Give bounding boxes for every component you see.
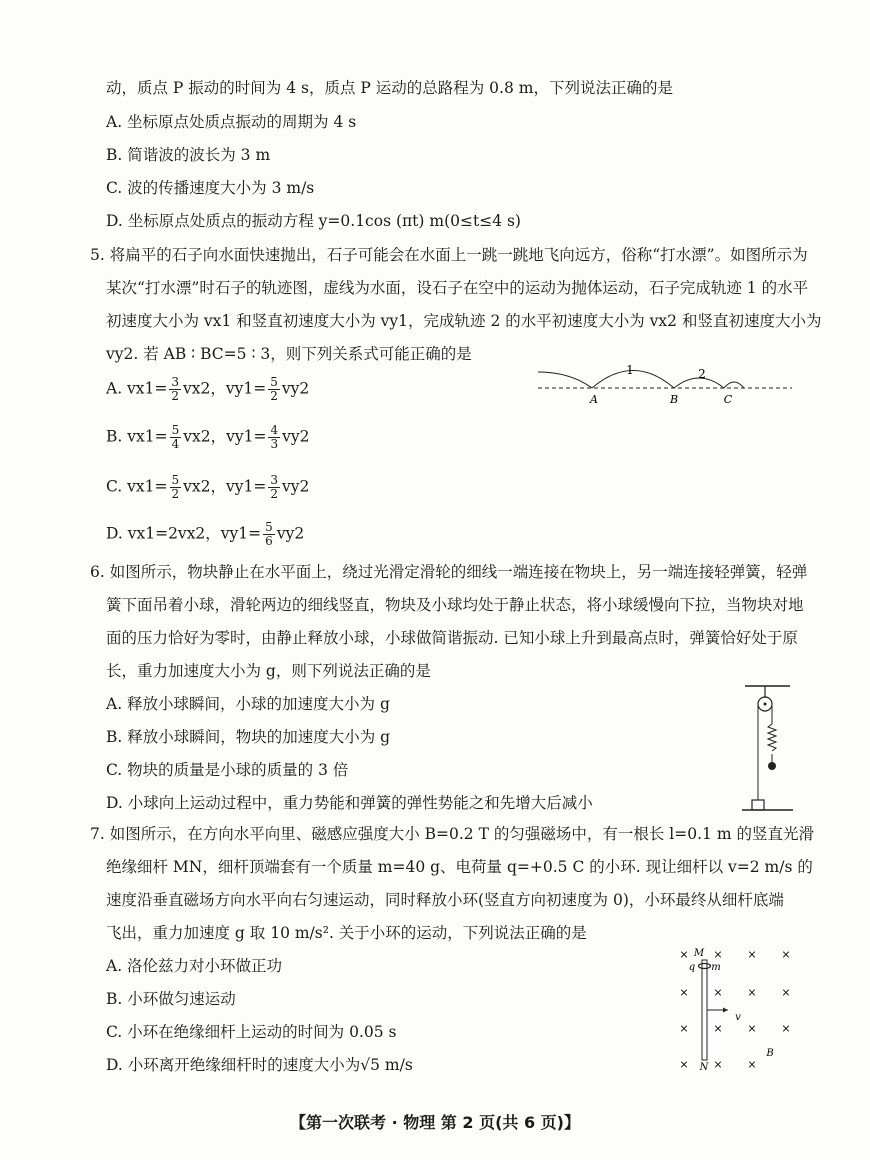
q5-stem-line-3: 初速度大小为 vx1 和竖直初速度大小为 vy1，完成轨迹 2 的水平初速度大小为 vx2 和竖直初速度大小为 (106, 312, 822, 330)
q4-option-d: D. 坐标原点处质点的振动方程 y=0.1cos (πt) m(0≤t≤4 s) (106, 212, 521, 230)
q5-trajectory-figure (530, 358, 800, 408)
trajectory-3-arc (724, 382, 744, 388)
field-cross: × (713, 948, 723, 961)
trajectory-1-label: 1 (626, 363, 634, 377)
q7-stem-line-4: 飞出，重力加速度 g 取 10 m/s². 关于小环的运动，下列说法正确的是 (106, 924, 587, 942)
field-cross: × (781, 986, 791, 999)
q5-option-a: A. vx1= $\frac{3}{2}$ vx2，vy1= $\frac{5}{2}$ vy2 (106, 375, 310, 403)
block (752, 800, 764, 810)
q5-stem-line-2: 某次“打水漂”时石子的轨迹图，虚线为水面，设石子在空中的运动为抛体运动，石子完成轨迹 1 的水平 (106, 279, 809, 297)
q5-stem-line-1: 5. 将扁平的石子向水面快速抛出，石子可能会在水面上一跳一跳地飞向远方，俗称“打水漂”。如图所示为 (90, 246, 808, 264)
q5-option-c: C. vx1= $\frac{5}{2}$ vx2，vy1= $\frac{3}{2}$ vy2 (106, 473, 310, 501)
point-b-label: B (669, 393, 679, 406)
field-cross: × (679, 1058, 689, 1071)
label-v: v (735, 1012, 741, 1023)
q6-pulley-figure (740, 682, 795, 817)
q6-option-d: D. 小球向上运动过程中，重力势能和弹簧的弹性势能之和先增大后减小 (106, 794, 593, 812)
label-b: B (766, 1048, 774, 1059)
q4-stem-tail: 动，质点 P 振动的时间为 4 s，质点 P 运动的总路程为 0.8 m，下列说法正确的是 (106, 79, 673, 97)
field-crosses (679, 948, 790, 1071)
q6-option-b: B. 释放小球瞬间，物块的加速度大小为 g (106, 728, 391, 746)
field-cross: × (679, 986, 689, 999)
trajectory-2-label: 2 (698, 367, 706, 381)
q6-stem-line-4: 长，重力加速度大小为 g，则下列说法正确的是 (106, 662, 431, 680)
q6-stem-line-3: 面的压力恰好为零时，由静止释放小球，小球做简谐振动. 已知小球上升到最高点时，弹簧恰好处于原 (106, 629, 798, 647)
label-m-mass: m (711, 962, 721, 973)
field-cross: × (713, 1058, 723, 1071)
point-c-label: C (723, 393, 733, 406)
q7-option-a: A. 洛伦兹力对小环做正功 (106, 957, 283, 975)
q7-option-b: B. 小环做匀速运动 (106, 990, 236, 1008)
field-cross: × (747, 1058, 757, 1071)
ball (768, 762, 776, 770)
pulley-axle (764, 703, 767, 706)
field-cross: × (781, 1022, 791, 1035)
spring (768, 724, 776, 751)
q7-stem-line-1: 7. 如图所示，在方向水平向里、磁感应强度大小 B=0.2 T 的匀强磁场中，有一根长 l=0.1 m 的竖直光滑 (90, 825, 814, 843)
field-cross: × (713, 986, 723, 999)
q6-option-a: A. 释放小球瞬间，小球的加速度大小为 g (106, 695, 390, 713)
label-n: N (699, 1062, 709, 1072)
q6-stem-line-1: 6. 如图所示，物块静止在水平面上，绕过光滑定滑轮的细线一端连接在物块上，另一端连接轻弹簧，轻弹 (90, 563, 808, 581)
q6-stem-line-2: 簧下面吊着小球，滑轮两边的细线竖直，物块及小球均处于静止状态，将小球缓慢向下拉，当物块对地 (106, 596, 804, 614)
q6-option-c: C. 物块的质量是小球的质量的 3 倍 (106, 761, 349, 779)
incoming-arc (538, 372, 592, 388)
field-cross: × (679, 948, 689, 961)
q5-option-b: B. vx1= $\frac{5}{4}$ vx2，vy1= $\frac{4}{3}$ vy2 (106, 423, 310, 451)
field-cross: × (781, 948, 791, 961)
field-cross: × (747, 948, 757, 961)
label-q: q (688, 962, 696, 973)
q4-option-a: A. 坐标原点处质点振动的周期为 4 s (106, 113, 357, 131)
q4-option-c: C. 波的传播速度大小为 3 m/s (106, 179, 315, 197)
q7-magnetic-field-figure (670, 942, 800, 1072)
q7-option-d: D. 小环离开绝缘细杆时的速度大小为√5 m/s (106, 1056, 413, 1074)
field-cross: × (713, 1022, 723, 1035)
q4-option-b: B. 简谐波的波长为 3 m (106, 146, 271, 164)
label-m-top: M (693, 948, 705, 959)
point-a-label: A (590, 393, 598, 406)
q7-option-c: C. 小环在绝缘细杆上运动的时间为 0.05 s (106, 1023, 397, 1041)
field-cross: × (747, 1022, 757, 1035)
insulating-rod (702, 960, 707, 1060)
q7-stem-line-3: 速度沿垂直磁场方向水平向右匀速运动，同时释放小环(竖直方向初速度为 0)，小环最终从细杆底端 (106, 891, 784, 909)
velocity-arrow-head (723, 1008, 728, 1013)
q7-stem-line-2: 绝缘细杆 MN，细杆顶端套有一个质量 m=40 g、电荷量 q=+0.5 C 的小环. 现让细杆以 v=2 m/s 的 (106, 858, 813, 876)
field-cross: × (747, 986, 757, 999)
field-cross: × (679, 1022, 689, 1035)
q5-option-d: D. vx1=2vx2，vy1= $\frac{5}{6}$ vy2 (106, 520, 305, 548)
page-footer: 【第一次联考 · 物理 第 2 页(共 6 页)】 (290, 1113, 580, 1132)
q5-stem-line-4: vy2. 若 AB ∶ BC=5 ∶ 3，则下列关系式可能正确的是 (106, 345, 472, 363)
